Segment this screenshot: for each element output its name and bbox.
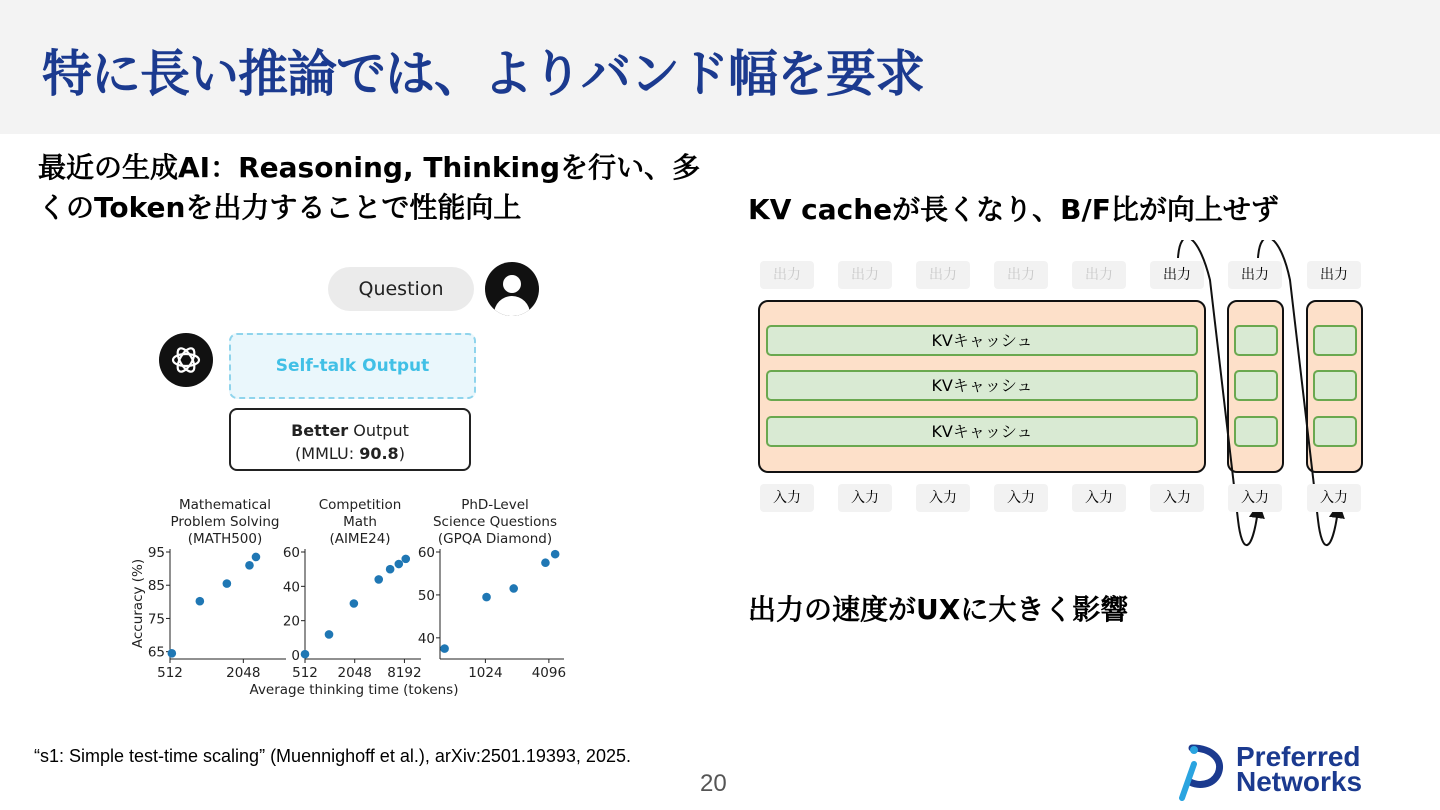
- y-tick-label: 65: [147, 644, 165, 661]
- bullet-reasoning: [38, 148, 738, 228]
- logo-line1: Preferred: [1236, 741, 1361, 772]
- x-tick-label: 2048: [337, 665, 372, 681]
- x-tick-label: 512: [292, 665, 318, 681]
- kv-cache-diagram: [740, 240, 1380, 560]
- y-tick-label: 40: [282, 579, 300, 596]
- page-number: 20: [700, 770, 727, 797]
- output-token: 出力: [916, 261, 970, 289]
- plot-title-line: (GPQA Diamond): [437, 531, 553, 547]
- ai-logo-icon: [159, 333, 213, 387]
- plot-title-line: Science Questions: [432, 514, 558, 530]
- data-point: [440, 644, 449, 653]
- token-flow-arrows: [740, 240, 1380, 560]
- x-axis-label: Average thinking time (tokens): [249, 682, 459, 698]
- bullet-reasoning-line1: 最近の生成AI：Reasoning, Thinkingを行い、多: [38, 151, 701, 184]
- data-point: [196, 597, 205, 606]
- input-token: 入力: [1307, 484, 1361, 512]
- plot-title-line: Competition: [318, 497, 402, 513]
- input-token: 入力: [1150, 484, 1204, 512]
- y-tick-label: 50: [417, 587, 435, 604]
- output-label: Output: [348, 421, 409, 440]
- logo-line2: Networks: [1236, 766, 1363, 797]
- data-point: [401, 555, 410, 564]
- data-point: [394, 560, 403, 569]
- output-token: 出力: [760, 261, 814, 289]
- user-avatar-icon: [485, 262, 539, 316]
- output-token: 出力: [1150, 261, 1204, 289]
- data-point: [350, 599, 359, 608]
- data-point: [168, 649, 177, 658]
- data-point: [245, 561, 254, 570]
- y-axis-label: Accuracy (%): [130, 558, 146, 649]
- input-token: 入力: [994, 484, 1048, 512]
- y-tick-label: 0: [291, 648, 300, 664]
- pfn-logo-icon: [1172, 742, 1232, 802]
- input-token: 入力: [1072, 484, 1126, 512]
- y-tick-label: 85: [147, 578, 165, 595]
- x-tick-label: 8192: [387, 665, 422, 681]
- bullet-reasoning-line2: くのTokenを出力することで性能向上: [38, 191, 522, 224]
- kv-row: KVキャッシュ: [766, 370, 1198, 401]
- bullet-kv-cache: KV cacheが長くなり、B/F比が向上せず: [748, 193, 1279, 226]
- plot-title-line: (AIME24): [329, 531, 391, 547]
- x-tick-label: 4096: [531, 665, 567, 681]
- plot-title-line: PhD-Level: [461, 497, 529, 513]
- slide-title: 特に長い推論では、よりバンド幅を要求: [42, 45, 924, 103]
- plot-title-line: Problem Solving: [170, 514, 280, 530]
- input-token: 入力: [760, 484, 814, 512]
- input-token: 入力: [838, 484, 892, 512]
- data-point: [252, 553, 261, 562]
- citation: “s1: Simple test-time scaling” (Muennighoff et al.), arXiv:2501.19393, 2025.: [34, 746, 631, 766]
- data-point: [325, 630, 334, 639]
- x-tick-label: 512: [157, 665, 183, 681]
- bullet-ux: 出力の速度がUXに大きく影響: [748, 593, 1129, 626]
- data-point: [551, 550, 560, 559]
- kv-row: KVキャッシュ: [766, 325, 1198, 356]
- y-tick-label: 40: [417, 630, 435, 647]
- kv-row: KVキャッシュ: [766, 416, 1198, 447]
- data-point: [374, 575, 383, 584]
- data-point: [386, 565, 395, 574]
- question-bubble: Question: [328, 267, 474, 311]
- output-token: 出力: [994, 261, 1048, 289]
- data-point: [482, 593, 491, 602]
- input-token: 入力: [1228, 484, 1282, 512]
- data-point: [509, 584, 518, 593]
- x-tick-label: 2048: [226, 665, 261, 681]
- preferred-networks-logo: [1172, 742, 1422, 802]
- output-token: 出力: [1307, 261, 1361, 289]
- mmlu-prefix: (MMLU:: [295, 444, 360, 463]
- better-output-box: [229, 408, 471, 471]
- plot-title-line: (MATH500): [187, 531, 263, 547]
- scaling-plots: [120, 490, 580, 705]
- plot-title-line: Mathematical: [179, 497, 271, 513]
- y-tick-label: 60: [417, 545, 435, 561]
- x-tick-label: 1024: [468, 665, 503, 681]
- output-token: 出力: [1072, 261, 1126, 289]
- y-tick-label: 95: [147, 545, 165, 561]
- better-label: Better: [291, 421, 349, 440]
- data-point: [223, 579, 232, 588]
- data-point: [541, 558, 550, 567]
- y-tick-label: 60: [282, 545, 300, 561]
- mmlu-suffix: ): [398, 444, 405, 463]
- plot-title-line: Math: [343, 514, 377, 530]
- y-tick-label: 20: [282, 613, 300, 630]
- mmlu-value: 90.8: [359, 444, 399, 463]
- self-talk-output-box: Self-talk Output: [229, 333, 476, 399]
- data-point: [301, 650, 310, 659]
- y-tick-label: 75: [147, 611, 165, 628]
- output-token: 出力: [838, 261, 892, 289]
- output-token: 出力: [1228, 261, 1282, 289]
- input-token: 入力: [916, 484, 970, 512]
